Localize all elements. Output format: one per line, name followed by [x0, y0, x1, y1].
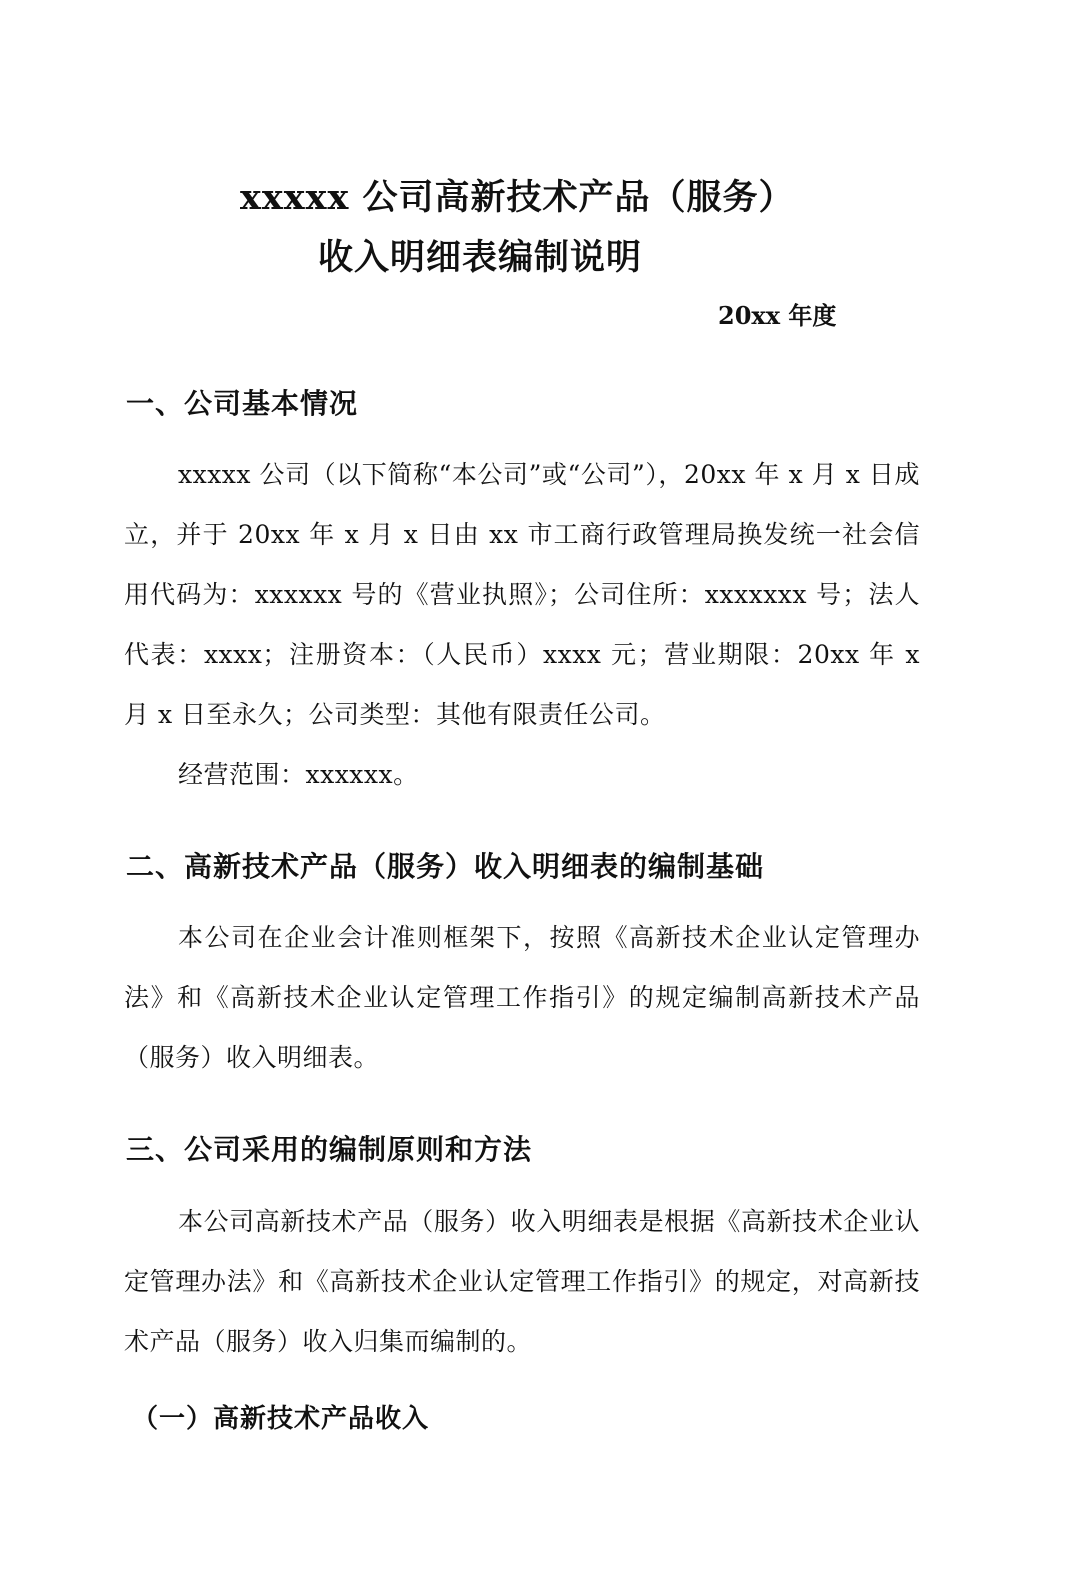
year-label: 20xx 年度	[718, 301, 837, 330]
section-3-paragraph-1: 本公司高新技术产品（服务）收入明细表是根据《高新技术企业认定管理办法》和《高新技术企业认定管理工作指引》的规定，对高新技术产品（服务）收入归集而编制的。	[124, 1207, 920, 1356]
subsection-heading: （一）高新技术产品收入	[132, 1404, 430, 1434]
section-1-paragraph-2: 经营范围：xxxxxx。	[178, 760, 419, 789]
document-title-line-1: xxxxx 公司高新技术产品（服务）	[240, 177, 795, 218]
section-1-heading: 一、公司基本情况	[126, 387, 359, 420]
section-2-heading: 二、高新技术产品（服务）收入明细表的编制基础	[126, 850, 765, 883]
section-3-heading: 三、公司采用的编制原则和方法	[126, 1133, 533, 1166]
section-2-paragraph-1: 本公司在企业会计准则框架下，按照《高新技术企业认定管理办法》和《高新技术企业认定管理工作指引》的规定编制高新技术产品（服务）收入明细表。	[124, 923, 920, 1072]
document-title-line-2: 收入明细表编制说明	[318, 237, 643, 278]
section-1-paragraph-1: xxxxx 公司（以下简称“本公司”或“公司”），20xx 年 x 月 x 日成立，并于 20xx 年 x 月 x 日由 xx 市工商行政管理局换发统一社会信用代码为：xxxxxx 号的《营业执照》；公司住所：xxxxxxx 号；法人代表：xxxx；注册资本：（人民币）xxxx 元；营业期限：20xx 年 x 月 x 日至永久；公司类型：其他有限责任公司。	[124, 460, 920, 729]
